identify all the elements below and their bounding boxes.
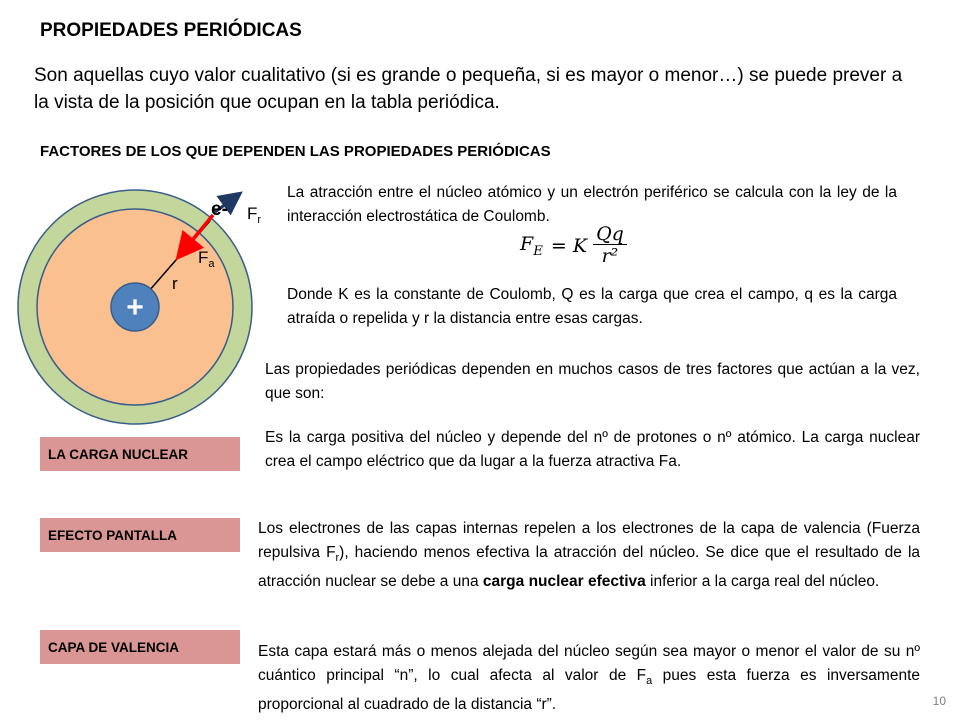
section-subtitle: FACTORES DE LOS QUE DEPENDEN LAS PROPIEDADES PERIÓDICAS (40, 143, 551, 160)
page-number: 10 (932, 694, 946, 708)
radius-label: r (172, 274, 178, 293)
label-capa-valencia: CAPA DE VALENCIA (40, 630, 240, 664)
formula-denominator: r² (601, 245, 619, 267)
factors-intro: Las propiedades periódicas dependen en muchos casos de tres factores que actúan a la vez, que son: (265, 361, 920, 402)
page-title: PROPIEDADES PERIÓDICAS (40, 20, 302, 41)
label-efecto-pantalla: EFECTO PANTALLA (40, 518, 240, 552)
capa-valencia-text: Esta capa estará más o menos alejada del núcleo según sea mayor o menor el valor de su nº cuántico principal “n”, lo cual afecta al valor de $F_a$ pues esta fuerza es inversamente proporcional al cuadrado de la distancia “r”. (258, 643, 921, 714)
fr-label: $F_r$ (247, 204, 262, 226)
formula-lhs: $F_E$ (520, 232, 543, 259)
intro-paragraph: Son aquellas cuyo valor cualitativo (si es grande o pequeña, si es mayor o menor…) se puede prever a la vista de la posición que ocupan en la tabla periódica. (34, 65, 903, 113)
electron-label: e- (211, 199, 228, 220)
formula-fraction (593, 224, 627, 267)
efecto-pantalla-text: Los electrones de las capas internas repelen a los electrones de la capa de valencia (Fuerza repulsiva $F_r$), haciendo menos efectiva la atracción del núcleo. Se dice que el resultado de la atracción nuclear se debe a una carga nuclear efectiva inferior a la carga real del núcleo. (258, 520, 921, 591)
coulomb-formula (520, 224, 627, 267)
coulomb-text: La atracción entre el núcleo atómico y un electrón periférico se calcula con la ley de la interacción electrostática de Coulomb. (287, 184, 897, 225)
atom-diagram (20, 185, 260, 430)
label-carga-nuclear: LA CARGA NUCLEAR (40, 437, 240, 471)
carga-nuclear-text: Es la carga positiva del núcleo y depende del nº de protones o nº atómico. La carga nuclear crea el campo eléctrico que da lugar a la fuerza atractiva Fa. (265, 429, 920, 470)
coulomb-explanation: Donde K es la constante de Coulomb, Q es la carga que crea el campo, q es la carga atraída o repelida y r la distancia entre esas cargas. (287, 286, 897, 327)
nucleus-sign: + (126, 291, 144, 324)
formula-mid: = K (550, 234, 588, 257)
formula-numerator: Qq (593, 224, 627, 245)
fa-label: $F_a$ (198, 248, 215, 270)
